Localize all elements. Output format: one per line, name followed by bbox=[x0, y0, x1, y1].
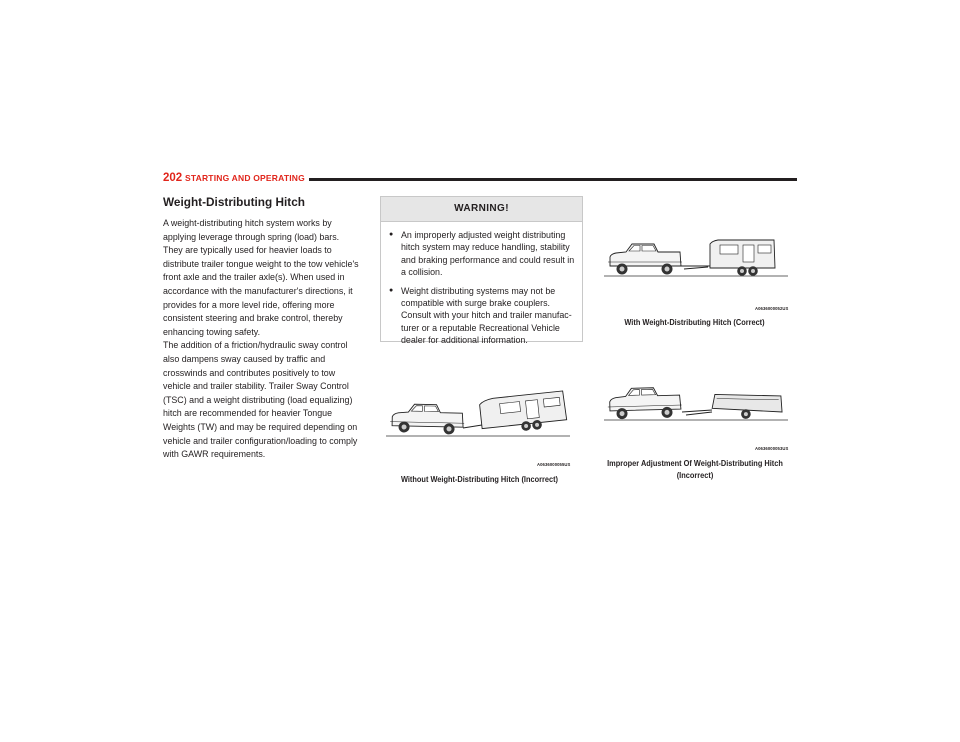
caption-line: (Incorrect) bbox=[676, 469, 714, 480]
warning-item bbox=[389, 229, 576, 279]
header-rule bbox=[309, 178, 797, 181]
page-number: 202 bbox=[163, 172, 183, 184]
figure-code: A0636000055US bbox=[537, 462, 571, 467]
bullet-icon: ● bbox=[389, 231, 394, 238]
warning-item bbox=[389, 285, 576, 347]
figure-without-hitch bbox=[386, 380, 572, 442]
truck-trailer-illustration bbox=[386, 380, 572, 442]
page-header bbox=[163, 172, 797, 188]
caption-without-hitch: Without Weight-Distributing Hitch (Incorrect) bbox=[400, 474, 559, 484]
caption-improper bbox=[605, 458, 786, 481]
figure-improper-adjustment bbox=[604, 382, 790, 426]
figure-code: A0636000053US bbox=[755, 446, 789, 451]
truck-trailer-illustration bbox=[604, 382, 790, 426]
bullet-icon: ● bbox=[389, 286, 394, 294]
article-title: Weight-Distributing Hitch bbox=[163, 195, 305, 209]
section-title: STARTING AND OPERATING bbox=[185, 173, 305, 183]
caption-line: Improper Adjustment Of Weight-Distributing Hitch bbox=[607, 458, 783, 468]
paragraph-2: The addition of a friction/hydraulic sway control also dampens sway caused by traffic and crosswinds and contributes positively to tow vehicle and trailer stability. Trailer Sway Control (TSC) and a weight distributing (load equalizing) hitch are recommended for heavier Tongue Weights (TW) and may be required depending on vehicle and trailer configuration/loading to comply with GAWR requirements. bbox=[163, 340, 358, 460]
warning-item-text: Weight distributing systems may not be compatible with surge brake couplers. Consult with your hitch and trailer manufac-turer or a reputable Recreational Vehicle dealer for additional information. bbox=[401, 285, 572, 346]
warning-title: WARNING! bbox=[381, 197, 582, 222]
truck-trailer-illustration bbox=[604, 236, 790, 284]
figure-with-hitch bbox=[604, 236, 790, 284]
paragraph-1: A weight-distributing hitch system works by applying leverage through spring (load) bars. They are typically used for heavier loads to distribute trailer tongue weight to the tow vehicle's front axle and the trailer axle(s). When used in accordance with the manufacturer's directions, it provides for a more level ride, offering more consistent steering and brake control, thereby enhancing towing safety. bbox=[163, 218, 359, 337]
article-column bbox=[163, 195, 360, 462]
warning-box bbox=[380, 196, 583, 346]
warning-item-text: An improperly adjusted weight distributing hitch system may reduce handling, stability and braking performance and could result in a collision. bbox=[401, 230, 575, 278]
caption-with-hitch: With Weight-Distributing Hitch (Correct) bbox=[624, 317, 765, 327]
figure-code: A0636000052US bbox=[755, 306, 789, 311]
